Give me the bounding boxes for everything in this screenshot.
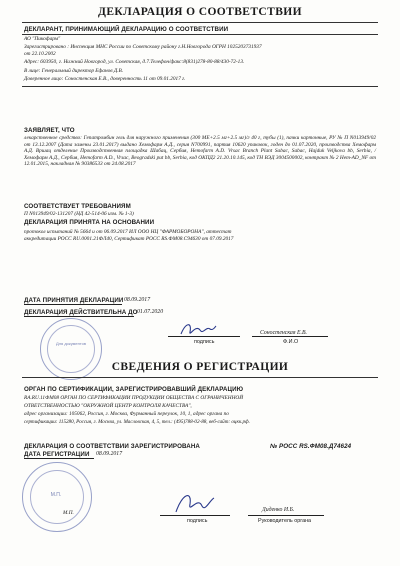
basis-header: ДЕКЛАРАЦИЯ ПРИНЯТА НА ОСНОВАНИИ — [24, 219, 155, 226]
org-line: сертификации: 115280, Россия, г. Москва, ул. Масловская, 4, 5, тел.: (495)788-02-88, веб-сайт: оцкк.рф. — [24, 419, 250, 425]
org-header: ОРГАН ПО СЕРТИФИКАЦИИ, ЗАРЕГИСТРИРОВАВШИЙ ДЕКЛАРАЦИЮ — [24, 386, 244, 393]
org-line: RA.RU.11ФМ08 ОРГАН ПО СЕРТИФИКАЦИИ ПРОДУКЦИИ ОБЩЕСТВА С ОГРАНИЧЕННОЙ — [24, 395, 244, 401]
declarant-line: АО "Пикофарм" — [24, 36, 61, 42]
date-accepted-underline — [24, 304, 122, 305]
signature-line — [168, 336, 240, 337]
registration-title: СВЕДЕНИЯ О РЕГИСТРАЦИИ — [111, 361, 289, 373]
date-accepted-value: 08.09.2017 — [124, 297, 151, 303]
registration-stamp-text: М.П. — [50, 492, 62, 498]
registration-stamp — [22, 462, 92, 532]
date-accepted-label: ДАТА ПРИНЯТИЯ ДЕКЛАРАЦИИ — [24, 297, 124, 304]
declarant-header: ДЕКЛАРАНТ, ПРИНИМАЮЩИЙ ДЕКЛАРАЦИЮ О СООТВЕТСТВИИ — [24, 26, 229, 33]
registrar-name-line — [248, 515, 324, 516]
declarant-line: от 22.10.2002 — [24, 51, 56, 57]
declarant-bottom-rule — [22, 86, 378, 87]
signature-caption: подпись — [194, 339, 215, 345]
registrar-signature-caption: подпись — [187, 518, 208, 524]
declarant-line: В лице: Генеральный директор Ефанов Д.В. — [24, 68, 124, 74]
registration-rule — [22, 377, 378, 378]
declarant-stamp-text: Для документов — [56, 341, 86, 346]
reg-date-underline — [24, 458, 94, 459]
org-line: ОТВЕТСТВЕННОСТЬЮ "ОКРУЖНОЙ ЦЕНТР КОНТРОЛЯ КАЧЕСТВА", — [24, 403, 192, 409]
basis-line: аккредитации РОСС RU.0001.21ФЛ40, Сертификат РОСС RS.ФМ08.C94630 от 07.09.2017 — [24, 236, 234, 242]
declarant-line: Доверенное лицо: Соностенская Е.В., доверенность 11 от 09.01.2017 г. — [24, 76, 186, 82]
declarant-rule — [22, 34, 378, 35]
valid-until-value: 01.07.2020 — [137, 309, 164, 315]
head-caption: Руководитель органа — [258, 518, 312, 524]
requirements-header: СООТВЕТСТВУЕТ ТРЕБОВАНИЯМ — [24, 203, 131, 210]
registrar-signature-line — [160, 515, 230, 516]
name-caption: Ф.И.О — [283, 339, 299, 345]
basis-line: протокол испытаний № 5664 и от 06.09.2017 ИЛ ООО НЦ "ФАРМОБОРОНА", аттестат — [24, 229, 232, 235]
claims-header: ЗАЯВЛЯЕТ, ЧТО — [24, 127, 75, 134]
declarant-line: Адрес: 603950, г. Нижний Новгород, ул. Советская, д.7.Телефон/факс:8(831)278-80-88/430-72-13. — [24, 59, 245, 65]
stamp-caption: М.П. — [63, 510, 74, 516]
claims-text: лекарственное средство: Гепатромбин гель для наружного применения (300 МЕ+2.5 мг+2.5 мг)/г 40 г, тубы (1), пачки картонные, РУ № П N013949/02 от 13.12.2007 (Дата замены 23.01.2017) выдано Хемофарм А.Д., серия N700991, партия 10620 упаковок, годен до 01.07.2020, производства Хемофарм А.Д. Вршац отделение Производственная площадка Шабац, Сербия, Hemofarm A.D. Vrsac Branch Plant Sabac, Sabac, Hajduk Veljkova bb, Serbia, / Хемофарм А.Д., Сербия, Hemofarm A.D., Vrsac, Beogradski put bb, Serbia, код ОКПД2 21.20.10.145, код ТН ВЭД 3004500002, контракт № 2 Hem-AD_NF от 12.01.2015, накладная № 90386533 от 24.08.2017 — [24, 135, 376, 167]
valid-until-underline — [24, 316, 134, 317]
registrar-name: Диденко И.Б. — [262, 507, 295, 513]
reg-line-label: ДЕКЛАРАЦИЯ О СООТВЕТСТВИИ ЗАРЕГИСТРИРОВАНА — [24, 443, 200, 450]
valid-until-label: ДЕКЛАРАЦИЯ ДЕЙСТВИТЕЛЬНА ДО — [24, 309, 138, 316]
declarant-name: Соностенская Е.В. — [260, 330, 307, 336]
title-rule — [22, 22, 378, 23]
reg-date-label: ДАТА РЕГИСТРАЦИИ — [24, 451, 90, 458]
reg-number: № РОСС RS.ФМ08.Д74624 — [270, 443, 352, 450]
reg-date-value: 08.09.2017 — [96, 451, 123, 457]
registrar-signature — [172, 488, 216, 518]
requirements-line: П N013949/02-131207 (НД 42-514-06 изм. № 1-3) — [24, 211, 134, 217]
declaration-title: ДЕКЛАРАЦИЯ О СООТВЕТСТВИИ — [98, 6, 302, 18]
org-line: адрес организации: 105062, Россия, г. Москва, Фурманный переулок, 10, 1, адрес органа по — [24, 411, 229, 417]
name-line — [252, 336, 328, 337]
declarant-line: Зарегистрировано : Инспекция МНС России по Советскому району г.Н.Новгорода ОГРН 1025203731937 — [24, 44, 262, 50]
